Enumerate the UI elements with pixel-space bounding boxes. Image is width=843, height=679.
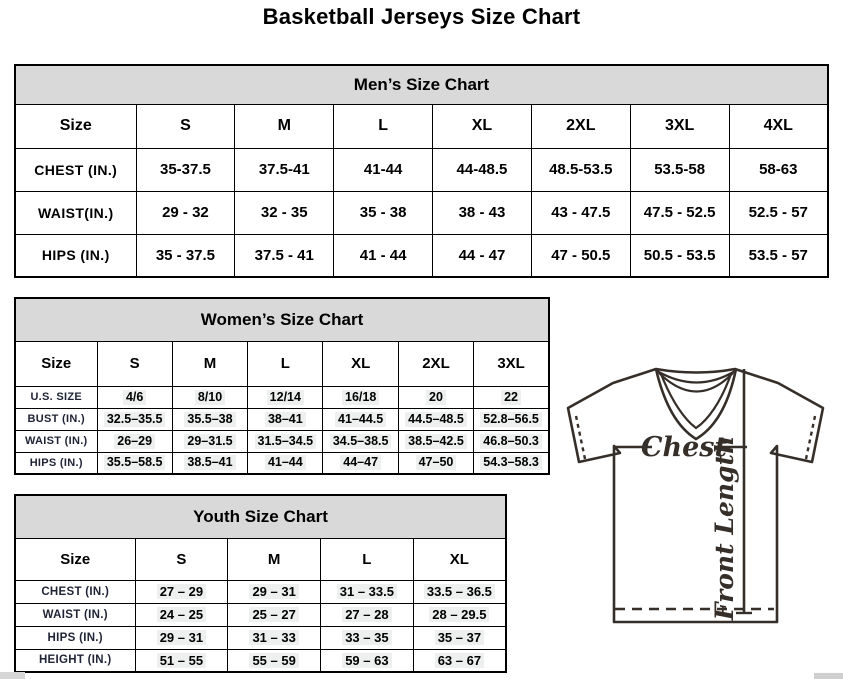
size-cell xyxy=(248,430,323,452)
size-value: 37.5 - 41 xyxy=(254,246,314,264)
size-value: 27 – 29 xyxy=(157,584,206,599)
table-row xyxy=(15,649,506,672)
row-label: HIPS (IN.) xyxy=(15,234,136,277)
jersey-diagram xyxy=(556,360,840,658)
size-cell xyxy=(97,386,172,408)
womens-table-title: Women’s Size Chart xyxy=(15,298,549,341)
mens-table xyxy=(14,64,829,278)
size-value: 41 - 44 xyxy=(359,246,407,264)
row-label: BUST (IN.) xyxy=(15,408,97,430)
table-row xyxy=(15,386,549,408)
size-cell xyxy=(334,148,433,191)
size-value: 32.5–35.5 xyxy=(104,412,166,427)
size-value: 20 xyxy=(426,390,446,405)
size-cell xyxy=(172,386,247,408)
column-header: 3XL xyxy=(630,104,729,148)
size-value: 31 – 33.5 xyxy=(337,584,397,599)
size-value: 31.5–34.5 xyxy=(255,434,317,449)
size-value: 48.5-53.5 xyxy=(549,161,613,178)
size-cell xyxy=(474,430,549,452)
size-cell xyxy=(474,408,549,430)
size-cell xyxy=(172,408,247,430)
size-cell xyxy=(235,148,334,191)
column-header: S xyxy=(136,104,235,148)
size-cell xyxy=(228,649,321,672)
size-value: 35.5–38 xyxy=(184,412,235,427)
size-cell xyxy=(248,408,323,430)
size-value: 35.5–58.5 xyxy=(104,455,166,470)
size-cell xyxy=(398,430,473,452)
size-cell xyxy=(729,148,828,191)
size-cell xyxy=(323,430,398,452)
size-value: 24 – 25 xyxy=(157,607,206,622)
size-cell xyxy=(433,234,532,277)
size-value: 63 – 67 xyxy=(435,653,484,668)
size-cell xyxy=(334,191,433,234)
size-value: 41-44 xyxy=(363,161,403,178)
table-row xyxy=(15,148,828,191)
size-value: 35 - 37.5 xyxy=(155,246,216,264)
youth-table xyxy=(14,494,507,673)
scan-artifact xyxy=(0,672,25,679)
size-value: 47 - 50.5 xyxy=(551,246,611,264)
size-cell xyxy=(334,234,433,277)
size-value: 38.5–42.5 xyxy=(405,434,467,449)
size-cell xyxy=(235,234,334,277)
column-header: M xyxy=(235,104,334,148)
size-cell xyxy=(398,452,473,474)
size-value: 29 – 31 xyxy=(157,630,206,645)
page-title: Basketball Jerseys Size Chart xyxy=(262,4,581,29)
size-value: 38 - 43 xyxy=(458,204,506,221)
size-value: 8/10 xyxy=(195,390,225,405)
size-value: 55 – 59 xyxy=(249,653,298,668)
size-cell xyxy=(474,386,549,408)
column-header: L xyxy=(334,104,433,148)
column-header: Size xyxy=(15,341,97,386)
size-value: 26–29 xyxy=(114,434,155,449)
column-header: 4XL xyxy=(729,104,828,148)
size-cell xyxy=(630,234,729,277)
size-cell xyxy=(228,603,321,626)
row-label: WAIST (IN.) xyxy=(15,603,135,626)
size-value: 34.5–38.5 xyxy=(330,434,392,449)
size-value: 44–47 xyxy=(340,455,381,470)
size-value: 28 – 29.5 xyxy=(429,607,489,622)
size-cell xyxy=(135,580,228,603)
size-cell xyxy=(413,580,506,603)
table-row xyxy=(15,603,506,626)
row-label: CHEST (IN.) xyxy=(15,148,136,191)
size-value: 16/18 xyxy=(342,390,379,405)
size-value: 44.5–48.5 xyxy=(405,412,467,427)
size-cell xyxy=(321,626,414,649)
column-header: M xyxy=(172,341,247,386)
table-row xyxy=(15,452,549,474)
size-value: 29 – 31 xyxy=(249,584,298,599)
mens-table-title: Men’s Size Chart xyxy=(15,65,828,104)
size-cell xyxy=(433,191,532,234)
size-cell xyxy=(729,234,828,277)
size-value: 50.5 - 53.5 xyxy=(643,246,716,264)
size-cell xyxy=(321,603,414,626)
size-cell xyxy=(630,191,729,234)
size-cell xyxy=(97,452,172,474)
size-cell xyxy=(136,234,235,277)
front-length-label: Front Length xyxy=(710,435,739,621)
column-header: M xyxy=(228,538,321,580)
table-row xyxy=(15,191,828,234)
youth-table-title: Youth Size Chart xyxy=(15,495,506,538)
size-cell xyxy=(398,408,473,430)
row-label: HEIGHT (IN.) xyxy=(15,649,135,672)
table-row xyxy=(15,626,506,649)
size-value: 53.5 - 57 xyxy=(748,246,808,264)
column-header: S xyxy=(97,341,172,386)
size-value: 59 – 63 xyxy=(342,653,391,668)
column-header: XL xyxy=(323,341,398,386)
size-cell xyxy=(323,386,398,408)
size-value: 41–44.5 xyxy=(335,412,386,427)
size-value: 35 – 37 xyxy=(435,630,484,645)
column-header: L xyxy=(248,341,323,386)
column-header: 3XL xyxy=(474,341,549,386)
size-cell xyxy=(248,452,323,474)
column-header: XL xyxy=(433,104,532,148)
size-value: 38–41 xyxy=(265,412,306,427)
column-header: Size xyxy=(15,104,136,148)
size-value: 27 – 28 xyxy=(342,607,391,622)
size-value: 35 - 38 xyxy=(359,204,407,221)
size-value: 52.8–56.5 xyxy=(480,412,542,427)
table-row xyxy=(15,580,506,603)
size-value: 33 – 35 xyxy=(342,630,391,645)
size-value: 37.5-41 xyxy=(258,161,310,178)
size-cell xyxy=(474,452,549,474)
size-cell xyxy=(135,626,228,649)
column-header: 2XL xyxy=(531,104,630,148)
column-header: XL xyxy=(413,538,506,580)
size-cell xyxy=(172,452,247,474)
table-row xyxy=(15,234,828,277)
size-value: 29 - 32 xyxy=(162,204,209,221)
chest-label: Chest xyxy=(641,432,727,463)
size-value: 4/6 xyxy=(123,390,146,405)
size-value: 25 – 27 xyxy=(249,607,298,622)
row-label: HIPS (IN.) xyxy=(15,626,135,649)
size-cell xyxy=(413,603,506,626)
size-value: 44-48.5 xyxy=(456,161,508,178)
youth-size-chart-table xyxy=(14,494,507,673)
row-label: HIPS (IN.) xyxy=(15,452,97,474)
size-cell xyxy=(321,649,414,672)
row-label: CHEST (IN.) xyxy=(15,580,135,603)
size-cell xyxy=(228,580,321,603)
row-label: WAIST(IN.) xyxy=(15,191,136,234)
size-value: 47.5 - 52.5 xyxy=(643,204,716,221)
size-cell xyxy=(531,191,630,234)
size-cell xyxy=(97,408,172,430)
size-value: 12/14 xyxy=(267,390,304,405)
size-cell xyxy=(413,626,506,649)
size-value: 46.8–50.3 xyxy=(480,434,542,449)
size-value: 51 – 55 xyxy=(157,653,206,668)
size-cell xyxy=(321,580,414,603)
size-cell xyxy=(323,408,398,430)
size-value: 35-37.5 xyxy=(159,161,211,178)
size-cell xyxy=(413,649,506,672)
size-value: 32 - 35 xyxy=(260,204,308,221)
womens-size-chart-table xyxy=(14,297,550,475)
size-cell xyxy=(433,148,532,191)
size-cell xyxy=(235,191,334,234)
scan-artifact xyxy=(814,673,843,679)
row-label: WAIST (IN.) xyxy=(15,430,97,452)
size-cell xyxy=(97,430,172,452)
size-cell xyxy=(531,148,630,191)
column-header: L xyxy=(321,538,414,580)
size-value: 29–31.5 xyxy=(184,434,235,449)
size-cell xyxy=(228,626,321,649)
size-cell xyxy=(172,430,247,452)
size-value: 33.5 – 36.5 xyxy=(424,584,495,599)
row-label: U.S. SIZE xyxy=(15,386,97,408)
column-header: 2XL xyxy=(398,341,473,386)
size-cell xyxy=(136,191,235,234)
size-value: 22 xyxy=(501,390,521,405)
table-row xyxy=(15,408,549,430)
size-value: 43 - 47.5 xyxy=(551,204,611,221)
womens-table xyxy=(14,297,550,475)
table-row xyxy=(15,430,549,452)
column-header: S xyxy=(135,538,228,580)
jersey-body xyxy=(568,369,823,622)
column-header: Size xyxy=(15,538,135,580)
size-value: 38.5–41 xyxy=(184,455,235,470)
size-value: 53.5-58 xyxy=(654,161,706,178)
size-value: 52.5 - 57 xyxy=(748,204,808,221)
size-cell xyxy=(323,452,398,474)
size-cell xyxy=(135,603,228,626)
size-value: 44 - 47 xyxy=(458,246,506,264)
size-cell xyxy=(135,649,228,672)
size-cell xyxy=(729,191,828,234)
size-value: 47–50 xyxy=(416,455,457,470)
size-cell xyxy=(248,386,323,408)
size-cell xyxy=(398,386,473,408)
size-value: 54.3–58.3 xyxy=(480,455,542,470)
size-value: 41–44 xyxy=(265,455,306,470)
size-value: 58-63 xyxy=(759,161,798,178)
size-cell xyxy=(630,148,729,191)
size-cell xyxy=(531,234,630,277)
size-cell xyxy=(136,148,235,191)
mens-size-chart-table xyxy=(14,64,829,278)
jersey-outline-svg xyxy=(556,360,840,658)
size-value: 31 – 33 xyxy=(249,630,298,645)
